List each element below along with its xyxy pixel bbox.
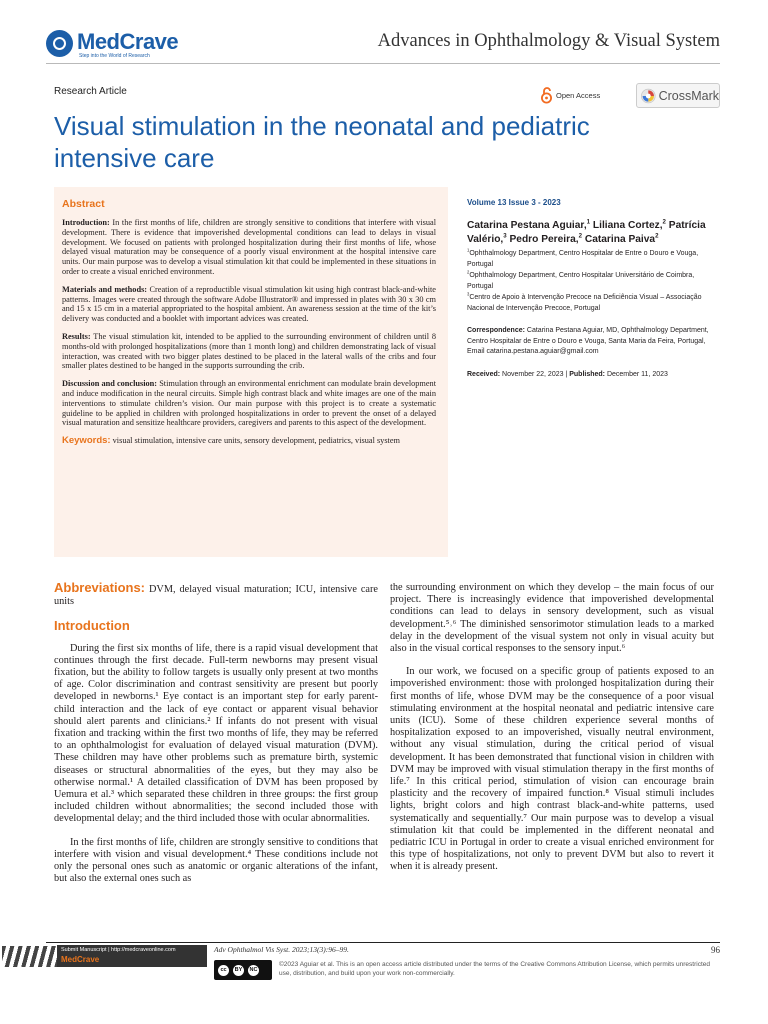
- author-affiliation-marker: 2: [662, 218, 666, 226]
- correspondence-label: Correspondence:: [467, 327, 525, 334]
- introduction-heading: Introduction: [54, 618, 130, 634]
- author-name: Catarina Pestana Aguiar,$^1$: [467, 218, 591, 231]
- affiliation: $^1$Ophthalmology Department, Centro Hospitalar de Entre o Douro e Vouga, Portugal: [467, 247, 699, 268]
- abstract-keywords: [62, 436, 436, 446]
- abstract-intro-text: In the first months of life, children are strongly sensitive to conditions that interfere with visual development. There is evidence that impoverished developmental conditions can lead to delays in visual development. We focused on patients with prolonged hospitalization during their first months of life, whose delayed visual maturation may be consequence of a poorly visual environment at the hospital intensive care units. Our main purpose was to develop a visual stimulation kit that could be implemented in these situations in order to create a visual enriched environment.: [62, 218, 436, 276]
- abstract-heading: Abstract: [62, 198, 105, 210]
- abbreviations-text: DVM, delayed visual maturation; ICU, intensive care units: [54, 584, 378, 608]
- author-affiliation-marker: 2: [578, 232, 582, 240]
- footer-stripes: [2, 946, 58, 967]
- submit-manuscript-link[interactable]: Submit Manuscript | http://medcraveonline.com: [61, 947, 176, 953]
- affiliation: $^3$Centro de Apoio à Intervenção Precoce na Deficiência Visual – Associação Nacional de Intervenção Precoce, Portugal: [467, 291, 702, 312]
- license-text: ©2023 Aguiar et al. This is an open access article distributed under the terms of the Creative Commons Attribution License, which permits unrestricted use, distribution, and build upon your work non-commercially.: [279, 961, 710, 977]
- logo-text: MedCrave: [77, 29, 179, 54]
- author-name: Liliana Cortez,$^2$: [592, 218, 666, 231]
- abstract-results-text: The visual stimulation kit, intended to be applied to the surrounding environment of children until 8 months-old with prolonged hospitalizations (more than 1 month long) and children demonstrating lack of visual interaction, was created with two bigger plates destined to be placed in the lateral walls of the cribs and four smaller plates destined to be hanged in the supports surrounding the crib.: [62, 331, 436, 371]
- abstract-discussion: [62, 379, 436, 428]
- footer-divider: [46, 942, 720, 943]
- abstract-introduction: [62, 218, 436, 277]
- affiliation-marker: 3: [467, 291, 470, 297]
- received-date: November 22, 2023 |: [500, 370, 570, 378]
- crossmark-label: CrossMark: [658, 88, 719, 103]
- affiliation: $^2$Ophthalmology Department, Centro Hospitalar Universitário de Coimbra, Portugal: [467, 269, 695, 290]
- correspondence: [467, 326, 717, 358]
- abbreviations-label: Abbreviations:: [54, 580, 146, 595]
- author-affiliation-marker: 2: [655, 232, 659, 240]
- abstract-intro-label: Introduction:: [62, 218, 110, 227]
- submit-manuscript-banner[interactable]: [57, 945, 207, 967]
- received-published: [467, 370, 717, 380]
- cc-icon: cc: [218, 965, 229, 976]
- volume-issue: Volume 13 Issue 3 - 2023: [467, 198, 561, 207]
- abstract-discussion-label: Discussion and conclusion:: [62, 379, 158, 389]
- abstract-body: [62, 218, 436, 454]
- open-lock-icon: [541, 86, 552, 104]
- logo-tagline: Step into the World of Research: [79, 53, 150, 59]
- article-info-sidebar: [467, 198, 717, 380]
- abstract-methods: [62, 285, 436, 324]
- abstract-results-label: Results:: [62, 331, 91, 341]
- author-name: Patrícia Valério,$^3$: [467, 220, 706, 245]
- article-title: Visual stimulation in the neonatal and pediatric intensive care: [54, 111, 590, 173]
- body-paragraph: In our work, we focused on a specific group of patients exposed to an impoverished environment: those with prolonged hospitalization during their first months of life, whose DVM may be the consequence of a poor visual stimulating environment at the hospital neonatal and pediatric intensive care units (ICU). Some of these children experience several months of hospitalization exposed to an impoverished, visually neutral environment, without any visual stimulation, during the critical period of visual development. It has been demonstrated that functional vision in children with DVM may be improved with visual stimulation therapy in the first months of life.⁷ In this critical period, stimulation of vision can encourage brain plasticity and the recovery of impaired function.⁸ Visual stimuli includes lights, bright colors and high contrast black-and-white patterns, used systematically and sequentially.⁷ Our main purpose was to develop a visual stimulation kit that could be implemented in the different neonatal and pediatric ICU in Portugal in order to create a visual enriched environment for this type of hospitalizations, not only to prevent DVM but also to revert it when it is already present.: [390, 666, 714, 873]
- header-divider: [46, 63, 720, 64]
- body-paragraph: the surrounding environment on which they develop – the main focus of our project. There is increasingly evidence that impoverished developmental conditions can lead to delays in sensory development, such as visual development.⁵˒⁶ The diminished sensorimotor stimulation leads to a marked delay in the development of the visual system not only in visual acuity but also in the visual cortical responses to the sensory input.⁶: [390, 582, 714, 655]
- author-name: Catarina Paiva$^2$: [584, 232, 659, 245]
- footer-logo: MedCrave: [61, 955, 100, 964]
- author-list: [467, 219, 717, 247]
- cc-nc-icon: NC: [248, 965, 259, 976]
- author-affiliation-marker: 3: [503, 232, 507, 240]
- abbreviations: [54, 582, 378, 608]
- author-affiliation-marker: 1: [586, 218, 591, 226]
- author-name: Pedro Pereira,$^2$: [509, 232, 582, 245]
- abstract-results: [62, 332, 436, 371]
- abstract-methods-text: Creation of a reproductible visual stimulation kit using high contrast black-and-white patterns. Images were created through the software Adobe Illustrator® and impressed in plates with 30 x 30 cm and 15 x 15 cm in a material appropriated to the hospital ambient. An awareness session at the time of the kit’s delivery was conducted and a booklet with important advices was created.: [62, 284, 436, 324]
- medcrave-logo-icon: [46, 30, 73, 57]
- affiliation-list: [467, 249, 717, 314]
- open-access-badge[interactable]: [541, 84, 600, 106]
- keywords-label: Keywords:: [62, 435, 111, 447]
- body-column-left: [54, 582, 378, 885]
- body-column-right: [390, 582, 714, 874]
- citation: Adv Ophthalmol Vis Syst. 2023;13(3):96‒99.: [214, 945, 349, 954]
- crossmark-icon: [641, 87, 656, 105]
- affiliation-marker: 2: [467, 269, 470, 275]
- body-paragraph: In the first months of life, children are strongly sensitive to conditions that interfere with vision and visual development.⁴ These conditions include not only the personal ones such as anatomic or organic alterations of the infant, but also the external ones such as: [54, 836, 378, 885]
- received-label: Received:: [467, 370, 501, 378]
- abstract-methods-label: Materials and methods:: [62, 284, 148, 294]
- body-paragraph: During the first six months of life, there is a rapid visual development that continues through the first decade. Full-term newborns may present visual fixation, but the ability to follow targets is usually only present at two months of age. Color discrimination and contrast sensitivity are present but poorly developed in newborns.¹ Eye contact is an important step for early parent-child interaction and the lack of eye contact or apparent visual behavior should alert parents and clinicians.² If infants do not present with visual fixation and tracking within the first two months of life, they may be referred to an ophthalmologist for evaluation of delayed visual maturation (DVM). These children may have other problems such as premature birth, systemic diseases or structural abnormalities of the eyes, but they may also be otherwise normal.¹ A detailed classification of DVM has been proposed by Uemura et al.³ which separated these children in three groups: the first group included children without abnormalities; the second included those with developmental delay; and the third included those with ocular abnormalities.: [54, 642, 378, 825]
- affiliation-marker: 1: [467, 247, 470, 253]
- article-type: Research Article: [54, 86, 127, 97]
- journal-title: Advances in Ophthalmology & Visual System: [377, 31, 720, 51]
- abstract-discussion-text: Stimulation through an environmental enrichment can modulate brain development and induce modification in the neural circuits. Simple high contrast black and white images are one of the main interventions to stimulate children’s vision. Our main purpose with this project is to create a systematic guideline to be applied in children with prolonged hospitalizations in order to prevent the onset of a delayed visual maturation and sensitize healthcare providers, caregivers and parents to this aspect of the development.: [62, 379, 437, 428]
- page-number: 96: [711, 945, 720, 955]
- cc-by-icon: BY: [233, 965, 244, 976]
- published-date: December 11, 2023: [605, 370, 668, 378]
- published-label: Published:: [569, 370, 605, 378]
- crossmark-button[interactable]: [636, 83, 720, 108]
- creative-commons-badge[interactable]: [214, 960, 272, 980]
- keywords-text: visual stimulation, intensive care units, sensory development, pediatrics, visual system: [110, 436, 400, 446]
- medcrave-logo[interactable]: [46, 30, 196, 60]
- open-access-label: Open Access: [556, 90, 601, 100]
- correspondence-text: Catarina Pestana Aguiar, MD, Ophthalmology Department, Centro Hospitalar de Entre o Douro e Vouga, Santa Maria da Feira, Portugal, Email catarina.pestana.aguiar@gmail.com: [467, 327, 709, 355]
